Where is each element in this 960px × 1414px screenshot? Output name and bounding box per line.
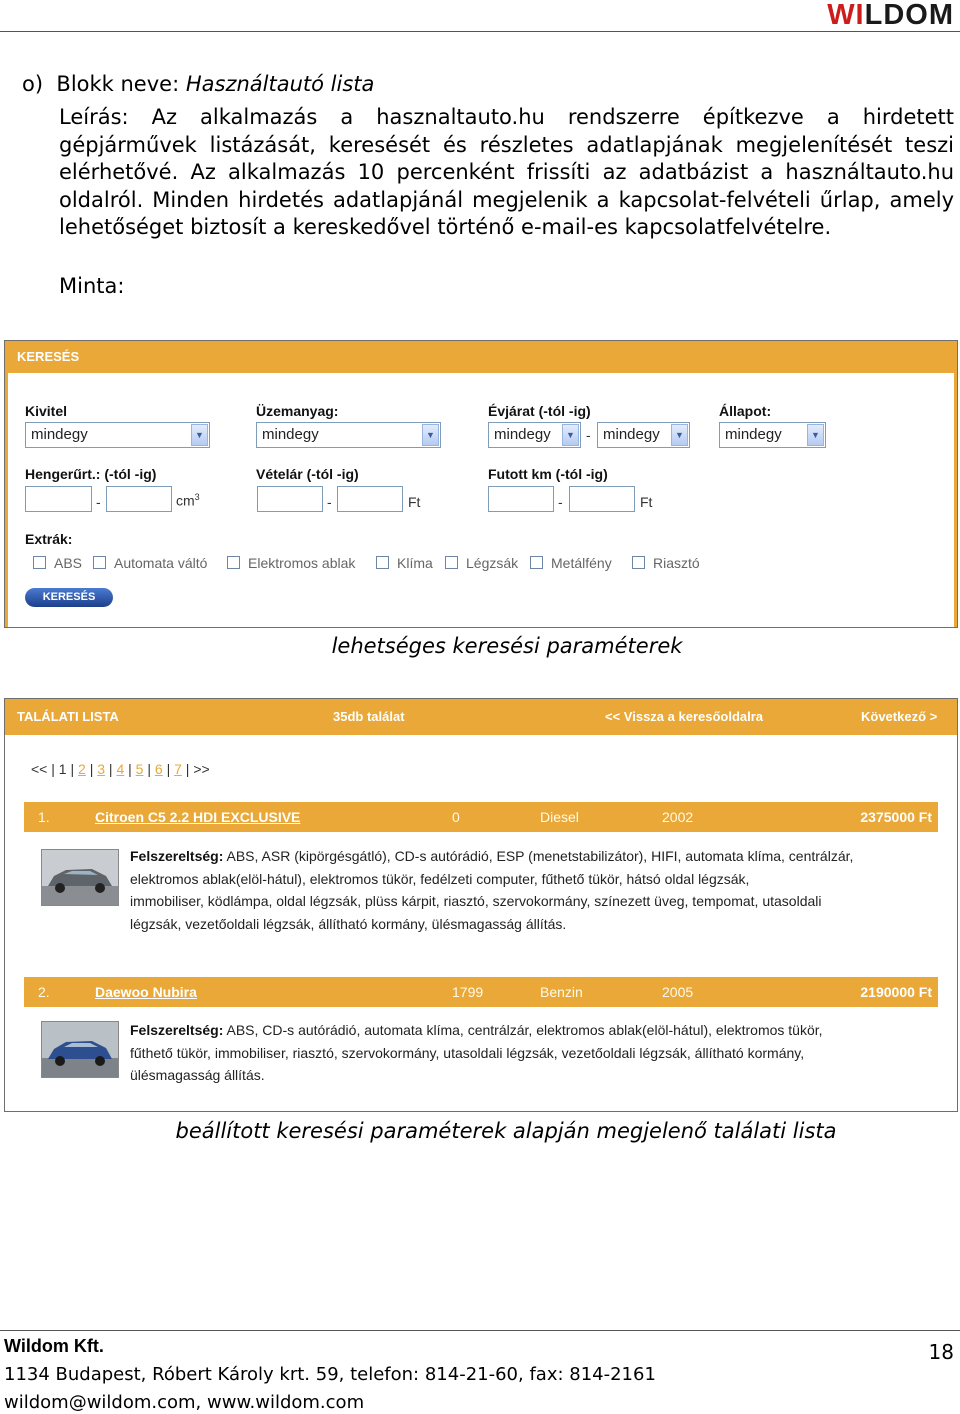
pager-page[interactable]: 4: [116, 761, 125, 777]
car-year: 2002: [662, 809, 694, 825]
pager-page[interactable]: 7: [174, 761, 182, 777]
abs-checkbox-label: ABS: [54, 555, 83, 571]
car-ccm: 1799: [452, 984, 484, 1000]
riaszto-checkbox[interactable]: [632, 556, 645, 569]
company-logo: WILDOM: [827, 0, 954, 31]
vetelar-label: Vételár (-tól -ig): [256, 466, 359, 482]
footer-divider: [0, 1330, 960, 1331]
car-equipment: Felszereltség: ABS, CD-s autórádió, automata klíma, centrálzár, elektromos ablak(elöl-hátul), elektromos tükör, fűthető tükör, immobiliser, riasztó, szervokormány, utasoldali légzsák, vezetőoldali légzsák, állítható kormány, ülésmagasság állítás.: [130, 1022, 823, 1084]
evjarat-dash: -: [586, 427, 591, 443]
results-count: 35db találat: [333, 709, 405, 724]
chevron-down-icon: ▼: [562, 424, 579, 446]
block-title: o) Blokk neve: Használtautó lista: [22, 72, 375, 96]
elektromos-ablak-checkbox[interactable]: [227, 556, 240, 569]
footer-company: Wildom Kft.: [4, 1336, 104, 1356]
evjarat-from-select[interactable]: mindegy ▼: [488, 422, 581, 448]
car-photo[interactable]: [41, 849, 119, 906]
car-title-link[interactable]: Citroen C5 2.2 HDI EXCLUSIVE: [95, 809, 301, 825]
metalfeny-checkbox[interactable]: [530, 556, 543, 569]
results-list-screenshot: [4, 698, 958, 1112]
sample-label: Minta:: [59, 274, 125, 298]
page-number: 18: [928, 1340, 954, 1364]
car-price: 2375000 Ft: [860, 809, 932, 825]
hengerurt-dash: -: [96, 494, 101, 510]
search-button[interactable]: KERESÉS: [25, 588, 113, 607]
search-form-body: [5, 373, 957, 627]
car-price: 2190000 Ft: [860, 984, 932, 1000]
uzemanyag-label: Üzemanyag:: [256, 403, 339, 419]
evjarat-to-select[interactable]: mindegy ▼: [597, 422, 690, 448]
search-title-bar: KERESÉS: [5, 341, 957, 373]
footer-contact: wildom@wildom.com, www.wildom.com: [4, 1392, 365, 1413]
pager-page[interactable]: 3: [97, 761, 106, 777]
riaszto-checkbox-label: Riasztó: [653, 555, 700, 571]
car-ccm: 0: [452, 809, 460, 825]
car-title-link[interactable]: Daewoo Nubira: [95, 984, 197, 1000]
pager-page[interactable]: 5: [135, 761, 144, 777]
next-page-link[interactable]: Következő >: [861, 709, 938, 724]
footer-address: 1134 Budapest, Róbert Károly krt. 59, telefon: 814-21-60, fax: 814-2161: [4, 1364, 656, 1385]
metalfeny-checkbox-label: Metálfény: [551, 555, 612, 571]
results-caption: beállított keresési paraméterek alapján megjelenő találati lista: [175, 1119, 837, 1143]
chevron-down-icon: ▼: [807, 424, 824, 446]
allapot-label: Állapot:: [719, 403, 772, 419]
result-row-header: 1. Citroen C5 2.2 HDI EXCLUSIVE 0 Diesel 2002 2375000 Ft: [24, 802, 938, 832]
vetelar-unit: Ft: [408, 494, 421, 510]
automata-checkbox[interactable]: [93, 556, 106, 569]
pager-current: 1: [58, 761, 67, 777]
hengerurt-to-input[interactable]: [106, 486, 172, 512]
block-description: Leírás: Az alkalmazás a hasznaltauto.hu rendszerre építkezve a hirdetett gépjárművek listázását, keresését és részletes adatlapjának megjelenítését teszi elérhetővé. Az alkalmazás 10 percenként frissíti az adatbázist a használtauto.hu oldalról. Minden hirdetés adatlapjánál megjelenik a kapcsolat-felvételi űrlap, amely lehetőséget biztosít a kereskedővel történő e-mail-es kapcsolatfelvételre.: [59, 105, 954, 239]
extrak-label: Extrák:: [25, 531, 73, 547]
futott-to-input[interactable]: [569, 486, 635, 512]
hengerurt-from-input[interactable]: [25, 486, 92, 512]
klima-checkbox[interactable]: [376, 556, 389, 569]
klima-checkbox-label: Klíma: [397, 555, 433, 571]
chevron-down-icon: ▼: [422, 424, 439, 446]
vetelar-from-input[interactable]: [257, 486, 323, 512]
car-fuel: Benzin: [540, 984, 583, 1000]
car-fuel: Diesel: [540, 809, 579, 825]
pager-page[interactable]: 2: [78, 761, 86, 777]
results-title-bar: [5, 699, 957, 735]
futott-unit: Ft: [640, 494, 653, 510]
pagination: << | 1 | 2 | 3 | 4 | 5 | 6 | 7 | >>: [31, 761, 210, 777]
vetelar-dash: -: [327, 494, 332, 510]
hengerurt-label: Hengerűrt.: (-tól -ig): [25, 466, 157, 482]
elektromos-ablak-checkbox-label: Elektromos ablak: [248, 555, 356, 571]
pager-next[interactable]: >>: [193, 761, 210, 777]
automata-checkbox-label: Automata váltó: [114, 555, 208, 571]
result-row-header: 2. Daewoo Nubira 1799 Benzin 2005 2190000 Ft: [24, 977, 938, 1007]
car-year: 2005: [662, 984, 694, 1000]
search-caption: lehetséges keresési paraméterek: [331, 634, 683, 658]
kivitel-label: Kivitel: [25, 403, 68, 419]
futott-label: Futott km (-tól -ig): [488, 466, 608, 482]
futott-from-input[interactable]: [488, 486, 554, 512]
legzsak-checkbox-label: Légzsák: [466, 555, 519, 571]
back-to-search-link[interactable]: << Vissza a keresőoldalra: [605, 709, 764, 724]
chevron-down-icon: ▼: [191, 424, 208, 446]
hengerurt-unit: $cm^3$: [176, 492, 200, 509]
pager-page[interactable]: 6: [154, 761, 163, 777]
results-title: TALÁLATI LISTA: [17, 709, 119, 724]
allapot-select[interactable]: mindegy ▼: [719, 422, 826, 448]
kivitel-select[interactable]: mindegy ▼: [25, 422, 210, 448]
abs-checkbox[interactable]: [33, 556, 46, 569]
chevron-down-icon: ▼: [671, 424, 688, 446]
pager-prev[interactable]: <<: [31, 761, 48, 777]
vetelar-to-input[interactable]: [337, 486, 403, 512]
search-form-screenshot: [4, 340, 958, 628]
car-equipment: Felszereltség: ABS, ASR (kipörgésgátló), CD-s autórádió, ESP (menetstabilizátor), HIFI, automata klíma, centrálzár, elektromos ablak(elöl-hátul), elektromos tükör, fedélzeti computer, fűthető tükör, hátsó oldal légzsák, immobiliser, ködlámpa, oldal légzsák, plüss kárpit, riasztó, szervokormány, színezett üveg, tempomat, utasoldali légzsák, vezetőoldali légzsák, állítható kormány, ülésmagasság állítás.: [130, 848, 854, 933]
car-photo[interactable]: [41, 1021, 119, 1078]
header-divider: [0, 31, 960, 32]
evjarat-label: Évjárat (-tól -ig): [488, 403, 591, 419]
uzemanyag-select[interactable]: mindegy ▼: [256, 422, 441, 448]
futott-dash: -: [558, 494, 563, 510]
legzsak-checkbox[interactable]: [445, 556, 458, 569]
